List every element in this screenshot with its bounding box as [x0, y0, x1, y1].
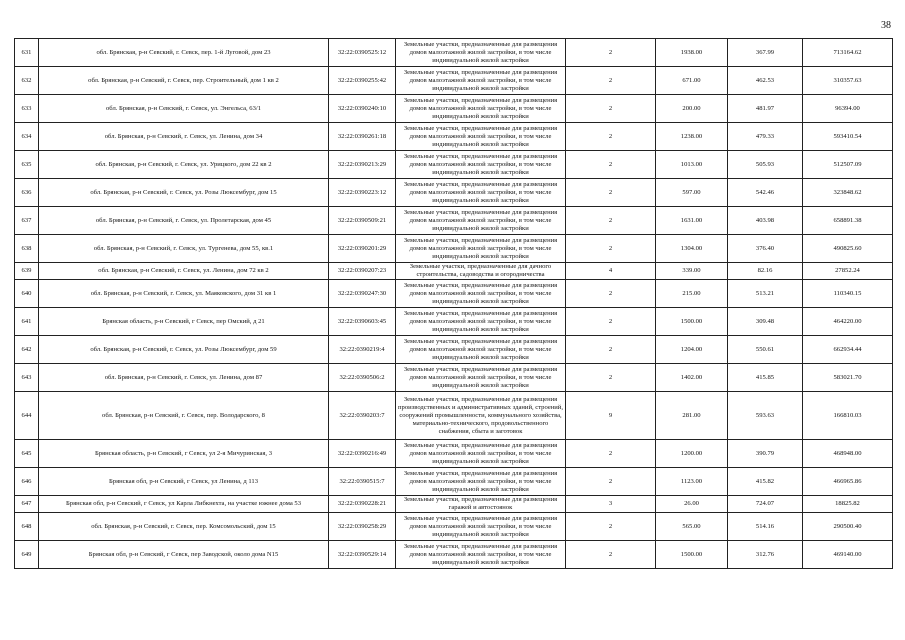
area-cell: 565.00: [656, 513, 728, 541]
table-row: [15, 123, 893, 151]
area-cell: 1238.00: [656, 123, 728, 151]
cadastral-value-cell: 593410.54: [803, 123, 893, 151]
table-row: [15, 468, 893, 496]
land-use-cell: Земельные участки, предназначенные для размещения домов малоэтажной жилой застройки, в том числе индивидуальной жилой застройки: [396, 513, 566, 541]
cadastral-number-cell: 32:22:0390509:21: [329, 207, 396, 235]
row-number: 642: [15, 336, 39, 364]
land-use-cell: Земельные участки, предназначенные для размещения гаражей и автостоянок: [396, 496, 566, 513]
cadastral-number-cell: 32:22:0390258:29: [329, 513, 396, 541]
address-cell: обл. Брянская, р-н Севский, г. Севск, пер. Володарского, 8: [39, 392, 329, 440]
land-use-cell: Земельные участки, предназначенные для размещения домов малоэтажной жилой застройки, в том числе индивидуальной жилой застройки: [396, 39, 566, 67]
cadastral-value-cell: 310357.63: [803, 67, 893, 95]
group-cell: 2: [566, 207, 656, 235]
row-number: 644: [15, 392, 39, 440]
row-number: 633: [15, 95, 39, 123]
row-number: 645: [15, 440, 39, 468]
cadastral-value-cell: 96394.00: [803, 95, 893, 123]
cadastral-number-cell: 32:22:0390203:7: [329, 392, 396, 440]
address-cell: обл. Брянская, р-н Севский, г. Севск, ул. Ленина, дом 87: [39, 364, 329, 392]
land-use-cell: Земельные участки, предназначенные для размещения домов малоэтажной жилой застройки, в том числе индивидуальной жилой застройки: [396, 468, 566, 496]
land-use-cell: Земельные участки, предназначенные для размещения домов малоэтажной жилой застройки, в том числе индивидуальной жилой застройки: [396, 95, 566, 123]
cadastral-value-cell: 27852.24: [803, 263, 893, 280]
cadastral-value-cell: 464220.00: [803, 308, 893, 336]
group-cell: 2: [566, 468, 656, 496]
group-cell: 3: [566, 496, 656, 513]
table-row: [15, 207, 893, 235]
table-row: [15, 336, 893, 364]
address-cell: Брянская обл, р-н Севский, г Севск, ул Ленина, д 113: [39, 468, 329, 496]
cadastral-number-cell: 32:22:0390207:23: [329, 263, 396, 280]
specific-value-cell: 481.97: [728, 95, 803, 123]
cadastral-value-cell: 323848.62: [803, 179, 893, 207]
specific-value-cell: 542.46: [728, 179, 803, 207]
row-number: 640: [15, 280, 39, 308]
address-cell: обл. Брянская, р-н Севский, г. Севск, ул. Розы Люксембург, дом 15: [39, 179, 329, 207]
table-row: [15, 392, 893, 440]
area-cell: 1204.00: [656, 336, 728, 364]
address-cell: Брянская область, р-н Севский, г Севск, пер Омский, д 21: [39, 308, 329, 336]
land-use-cell: Земельные участки, предназначенные для размещения домов малоэтажной жилой застройки, в том числе индивидуальной жилой застройки: [396, 151, 566, 179]
table-row: [15, 235, 893, 263]
cadastral-number-cell: 32:22:0390219:4: [329, 336, 396, 364]
cadastral-value-cell: 18825.82: [803, 496, 893, 513]
cadastral-value-cell: 512507.09: [803, 151, 893, 179]
cadastral-number-cell: 32:22:0390515:7: [329, 468, 396, 496]
address-cell: обл. Брянская, р-н Севский, г. Севск, ул. Урицкого, дом 22 кв 2: [39, 151, 329, 179]
specific-value-cell: 376.40: [728, 235, 803, 263]
cadastral-number-cell: 32:22:0390213:29: [329, 151, 396, 179]
address-cell: обл. Брянская, р-н Севский, г. Севск, ул. Ленина, дом 34: [39, 123, 329, 151]
row-number: 646: [15, 468, 39, 496]
cadastral-value-cell: 662934.44: [803, 336, 893, 364]
table-body: [15, 39, 893, 569]
specific-value-cell: 479.33: [728, 123, 803, 151]
group-cell: 2: [566, 123, 656, 151]
row-number: 649: [15, 541, 39, 569]
area-cell: 1938.00: [656, 39, 728, 67]
group-cell: 2: [566, 235, 656, 263]
address-cell: обл. Брянская, р-н Севский, г. Севск, пер. 1-й Луговой, дом 23: [39, 39, 329, 67]
land-use-cell: Земельные участки, предназначенные для размещения домов малоэтажной жилой застройки, в том числе индивидуальной жилой застройки: [396, 336, 566, 364]
address-cell: обл. Брянская, р-н Севский, г. Севск, пер. Комсомольский, дом 15: [39, 513, 329, 541]
specific-value-cell: 514.16: [728, 513, 803, 541]
row-number: 634: [15, 123, 39, 151]
table-row: [15, 364, 893, 392]
address-cell: обл. Брянская, р-н Севский, г. Севск, пер. Строительный, дом 1 кв 2: [39, 67, 329, 95]
address-cell: обл. Брянская, р-н Севский, г. Севск, ул. Тургенева, дом 55, кв.1: [39, 235, 329, 263]
row-number: 632: [15, 67, 39, 95]
table-row: [15, 151, 893, 179]
cadastral-number-cell: 32:22:0390261:18: [329, 123, 396, 151]
address-cell: обл. Брянская, р-н Севский, г. Севск, ул. Энгельса, 63/1: [39, 95, 329, 123]
table-row: [15, 440, 893, 468]
area-cell: 1200.00: [656, 440, 728, 468]
area-cell: 1500.00: [656, 541, 728, 569]
group-cell: 9: [566, 392, 656, 440]
cadastral-number-cell: 32:22:0390228:21: [329, 496, 396, 513]
area-cell: 1304.00: [656, 235, 728, 263]
cadastral-number-cell: 32:22:0390247:30: [329, 280, 396, 308]
address-cell: обл. Брянская, р-н Севский, г. Севск, ул. Розы Люксембург, дом 59: [39, 336, 329, 364]
cadastral-number-cell: 32:22:0390240:10: [329, 95, 396, 123]
row-number: 648: [15, 513, 39, 541]
group-cell: 2: [566, 39, 656, 67]
row-number: 636: [15, 179, 39, 207]
land-use-cell: Земельные участки, предназначенные для размещения производственных и административных зданий, строений, сооружений промышленности, коммунального хозяйства, материально-технического, продовольственного снабжения, сбыта и заготовок: [396, 392, 566, 440]
specific-value-cell: 513.21: [728, 280, 803, 308]
area-cell: 1500.00: [656, 308, 728, 336]
specific-value-cell: 415.85: [728, 364, 803, 392]
group-cell: 4: [566, 263, 656, 280]
group-cell: 2: [566, 95, 656, 123]
land-use-cell: Земельные участки, предназначенные для размещения домов малоэтажной жилой застройки, в том числе индивидуальной жилой застройки: [396, 123, 566, 151]
specific-value-cell: 390.79: [728, 440, 803, 468]
cadastral-value-cell: 290500.40: [803, 513, 893, 541]
table-row: [15, 95, 893, 123]
group-cell: 2: [566, 336, 656, 364]
table-row: [15, 513, 893, 541]
specific-value-cell: 309.48: [728, 308, 803, 336]
cadastral-number-cell: 32:22:0390216:49: [329, 440, 396, 468]
cadastral-value-cell: 583021.70: [803, 364, 893, 392]
group-cell: 2: [566, 440, 656, 468]
group-cell: 2: [566, 67, 656, 95]
address-cell: Брянская обл, р-н Севский, г Севск, ул Карла Либкнехта, на участке южнее дома 53: [39, 496, 329, 513]
area-cell: 1123.00: [656, 468, 728, 496]
cadastral-number-cell: 32:22:0390529:14: [329, 541, 396, 569]
area-cell: 339.00: [656, 263, 728, 280]
specific-value-cell: 312.76: [728, 541, 803, 569]
area-cell: 200.00: [656, 95, 728, 123]
specific-value-cell: 82.16: [728, 263, 803, 280]
land-use-cell: Земельные участки, предназначенные для размещения домов малоэтажной жилой застройки, в том числе индивидуальной жилой застройки: [396, 364, 566, 392]
cadastral-value-cell: 713164.62: [803, 39, 893, 67]
area-cell: 1631.00: [656, 207, 728, 235]
area-cell: 215.00: [656, 280, 728, 308]
specific-value-cell: 415.82: [728, 468, 803, 496]
land-use-cell: Земельные участки, предназначенные для размещения домов малоэтажной жилой застройки, в том числе индивидуальной жилой застройки: [396, 541, 566, 569]
land-use-cell: Земельные участки, предназначенные для размещения домов малоэтажной жилой застройки, в том числе индивидуальной жилой застройки: [396, 179, 566, 207]
specific-value-cell: 724.07: [728, 496, 803, 513]
land-use-cell: Земельные участки, предназначенные для размещения домов малоэтажной жилой застройки, в том числе индивидуальной жилой застройки: [396, 207, 566, 235]
cadastral-number-cell: 32:22:0390223:12: [329, 179, 396, 207]
land-use-cell: Земельные участки, предназначенные для размещения домов малоэтажной жилой застройки, в том числе индивидуальной жилой застройки: [396, 280, 566, 308]
table-row: [15, 39, 893, 67]
table-row: [15, 67, 893, 95]
row-number: 631: [15, 39, 39, 67]
row-number: 647: [15, 496, 39, 513]
specific-value-cell: 462.53: [728, 67, 803, 95]
table-row: [15, 308, 893, 336]
land-use-cell: Земельные участки, предназначенные для размещения домов малоэтажной жилой застройки, в том числе индивидуальной жилой застройки: [396, 67, 566, 95]
address-cell: обл. Брянская, р-н Севский, г. Севск, ул. Маяковского, дом 31 кв 1: [39, 280, 329, 308]
group-cell: 2: [566, 308, 656, 336]
table-row: [15, 280, 893, 308]
area-cell: 281.00: [656, 392, 728, 440]
cadastral-value-cell: 166810.03: [803, 392, 893, 440]
group-cell: 2: [566, 364, 656, 392]
specific-value-cell: 550.61: [728, 336, 803, 364]
land-use-cell: Земельные участки, предназначенные для размещения домов малоэтажной жилой застройки, в том числе индивидуальной жилой застройки: [396, 440, 566, 468]
land-registry-table: [14, 38, 893, 569]
cadastral-value-cell: 468948.00: [803, 440, 893, 468]
group-cell: 2: [566, 513, 656, 541]
row-number: 641: [15, 308, 39, 336]
cadastral-number-cell: 32:22:0390255:42: [329, 67, 396, 95]
row-number: 638: [15, 235, 39, 263]
table-row: [15, 179, 893, 207]
row-number: 637: [15, 207, 39, 235]
row-number: 635: [15, 151, 39, 179]
address-cell: обл. Брянская, р-н Севский, г. Севск, ул. Пролетарская, дом 45: [39, 207, 329, 235]
group-cell: 2: [566, 280, 656, 308]
cadastral-number-cell: 32:22:0390525:12: [329, 39, 396, 67]
row-number: 643: [15, 364, 39, 392]
table-row: [15, 496, 893, 513]
cadastral-value-cell: 110340.15: [803, 280, 893, 308]
specific-value-cell: 367.99: [728, 39, 803, 67]
cadastral-value-cell: 466965.86: [803, 468, 893, 496]
cadastral-value-cell: 658891.38: [803, 207, 893, 235]
group-cell: 2: [566, 541, 656, 569]
cadastral-number-cell: 32:22:0390201:29: [329, 235, 396, 263]
group-cell: 2: [566, 151, 656, 179]
area-cell: 597.00: [656, 179, 728, 207]
land-use-cell: Земельные участки, предназначенные для размещения домов малоэтажной жилой застройки, в том числе индивидуальной жилой застройки: [396, 308, 566, 336]
cadastral-number-cell: 32:22:0390603:45: [329, 308, 396, 336]
area-cell: 26.00: [656, 496, 728, 513]
cadastral-value-cell: 490825.60: [803, 235, 893, 263]
address-cell: Брянская область, р-н Севский, г Севск, ул 2-я Мичуринская, 3: [39, 440, 329, 468]
area-cell: 671.00: [656, 67, 728, 95]
area-cell: 1402.00: [656, 364, 728, 392]
group-cell: 2: [566, 179, 656, 207]
table-row: [15, 263, 893, 280]
row-number: 639: [15, 263, 39, 280]
cadastral-number-cell: 32:22:0390506:2: [329, 364, 396, 392]
land-use-cell: Земельные участки, предназначенные для дачного строительства, садоводства и огородничества: [396, 263, 566, 280]
area-cell: 1013.00: [656, 151, 728, 179]
table-row: [15, 541, 893, 569]
specific-value-cell: 593.63: [728, 392, 803, 440]
page-number: 38: [881, 20, 891, 31]
specific-value-cell: 403.98: [728, 207, 803, 235]
address-cell: Брянская обл, р-н Севский, г Севск, пер Заводской, около дома N15: [39, 541, 329, 569]
cadastral-value-cell: 469140.00: [803, 541, 893, 569]
address-cell: обл. Брянская, р-н Севский, г. Севск, ул. Ленина, дом 72 кв 2: [39, 263, 329, 280]
specific-value-cell: 505.93: [728, 151, 803, 179]
land-use-cell: Земельные участки, предназначенные для размещения домов малоэтажной жилой застройки, в том числе индивидуальной жилой застройки: [396, 235, 566, 263]
